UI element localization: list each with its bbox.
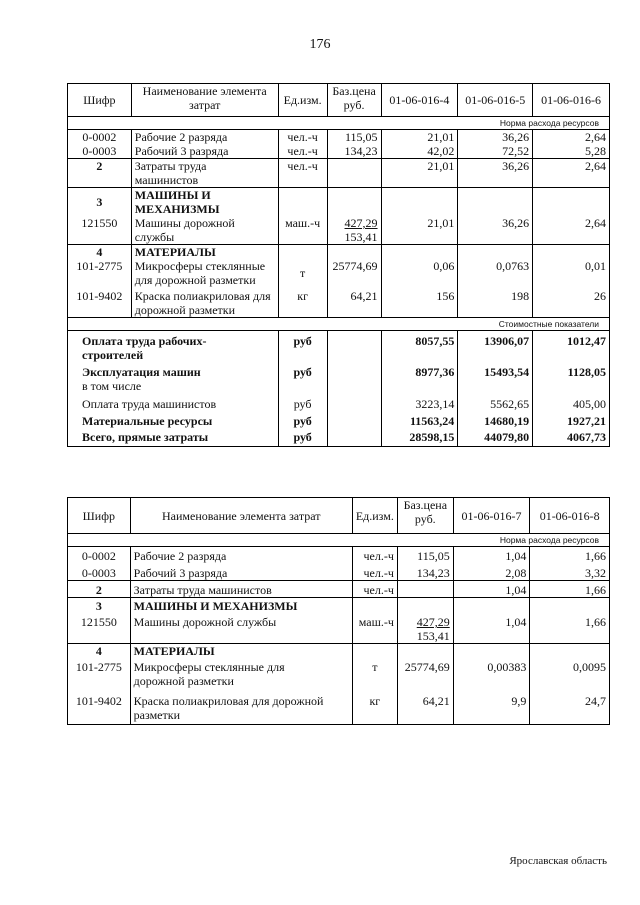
row-code: 121550	[68, 613, 131, 644]
table-row	[68, 159, 610, 188]
cost-value-b: 44079,80	[458, 428, 533, 447]
table-row	[68, 245, 610, 260]
cost-value-c: 4067,73	[533, 428, 610, 447]
row-name: Рабочие 2 разряда	[130, 547, 352, 564]
row-code: 2	[68, 159, 132, 188]
header-col-a: 01-06-016-7	[453, 498, 530, 534]
table-row	[68, 331, 610, 363]
row-value-a: 21,01	[381, 216, 458, 245]
row-price: 25774,69	[397, 658, 453, 688]
row-name: Машины дорожной службы	[130, 613, 352, 644]
row-value-a: 1,04	[453, 613, 530, 644]
cost-value-a: 28598,15	[381, 428, 458, 447]
table-row	[68, 259, 610, 287]
row-value-b: 1,66	[530, 581, 610, 598]
row-value-b: 1,66	[530, 613, 610, 644]
cost-label-row	[68, 318, 610, 331]
row-value-c: 5,28	[533, 144, 610, 159]
cost-value-a: 8977,36	[381, 362, 458, 393]
cost-name: Оплата труда машинистов	[68, 393, 279, 411]
row-code: 3	[68, 598, 131, 614]
cost-value-b: 5562,65	[458, 393, 533, 411]
row-code: 4	[68, 245, 132, 260]
row-name: Краска полиакриловая для дорожной разметки	[130, 688, 352, 725]
row-value-a: 0,00383	[453, 658, 530, 688]
cost-unit: руб	[278, 411, 327, 428]
table-row	[68, 144, 610, 159]
header-unit: Ед.изм.	[278, 84, 327, 117]
resource-table-2	[67, 497, 610, 725]
table-row	[68, 547, 610, 564]
row-code: 0-0002	[68, 130, 132, 145]
row-code: 0-0003	[68, 144, 132, 159]
cost-unit: руб	[278, 428, 327, 447]
cost-value-b: 13906,07	[458, 331, 533, 363]
header-code: Шифр	[68, 84, 132, 117]
footer-region: Ярославская область	[509, 855, 607, 867]
table-row	[68, 613, 610, 644]
row-value-c: 2,64	[533, 216, 610, 245]
row-code: 3	[68, 188, 132, 217]
row-value-a: 1,04	[453, 547, 530, 564]
row-unit: т	[278, 259, 327, 287]
row-name: Рабочие 2 разряда	[131, 130, 278, 145]
table-row	[68, 598, 610, 614]
header-price: Баз.цена руб.	[397, 498, 453, 534]
row-unit: чел.-ч	[278, 159, 327, 188]
row-unit: кг	[278, 287, 327, 318]
cost-unit: руб	[278, 331, 327, 363]
row-value-a: 156	[381, 287, 458, 318]
table-header-row	[68, 498, 610, 534]
norm-label-row	[68, 117, 610, 130]
header-col-b: 01-06-016-8	[530, 498, 610, 534]
row-value-b: 36,26	[458, 159, 533, 188]
table-row	[68, 188, 610, 217]
table-row	[68, 581, 610, 598]
row-value-a: 1,04	[453, 581, 530, 598]
row-name: МАШИНЫ И МЕХАНИЗМЫ	[131, 188, 278, 217]
row-name: Затраты труда машинистов	[131, 159, 278, 188]
header-code: Шифр	[68, 498, 131, 534]
row-code: 101-2775	[68, 259, 132, 287]
row-value-a: 0,06	[381, 259, 458, 287]
row-code: 0-0002	[68, 547, 131, 564]
norm-label: Норма расхода ресурсов	[68, 117, 610, 130]
row-price: 115,05	[397, 547, 453, 564]
row-value-a: 21,01	[381, 159, 458, 188]
table-row	[68, 411, 610, 428]
row-code: 101-9402	[68, 688, 131, 725]
row-price: 64,21	[327, 287, 381, 318]
cost-label: Стоимостные показатели	[68, 318, 610, 331]
table-row	[68, 644, 610, 659]
cost-value-c: 1927,21	[533, 411, 610, 428]
cost-value-c: 1012,47	[533, 331, 610, 363]
header-col-c: 01-06-016-6	[533, 84, 610, 117]
row-name: МАШИНЫ И МЕХАНИЗМЫ	[130, 598, 352, 614]
row-unit: чел.-ч	[352, 581, 397, 598]
header-price: Баз.цена руб.	[327, 84, 381, 117]
row-unit: т	[352, 658, 397, 688]
row-name: МАТЕРИАЛЫ	[130, 644, 352, 659]
header-name: Наименование элемента затрат	[131, 84, 278, 117]
cost-unit: руб	[278, 362, 327, 393]
cost-value-c: 405,00	[533, 393, 610, 411]
row-value-b: 24,7	[530, 688, 610, 725]
header-name: Наименование элемента затрат	[130, 498, 352, 534]
row-value-a: 2,08	[453, 563, 530, 581]
row-code: 101-2775	[68, 658, 131, 688]
row-unit: чел.-ч	[278, 130, 327, 145]
row-name: Краска полиакриловая для дорожной разметки	[131, 287, 278, 318]
norm-label: Норма расхода ресурсов	[68, 534, 610, 547]
row-unit: чел.-ч	[352, 547, 397, 564]
row-value-a: 42,02	[381, 144, 458, 159]
row-value-a: 9,9	[453, 688, 530, 725]
row-price: 427,29 153,41	[397, 613, 453, 644]
row-price: 134,23	[397, 563, 453, 581]
row-value-b: 72,52	[458, 144, 533, 159]
row-code: 101-9402	[68, 287, 132, 318]
row-code: 2	[68, 581, 131, 598]
table-row	[68, 563, 610, 581]
row-value-c: 2,64	[533, 159, 610, 188]
row-value-c: 2,64	[533, 130, 610, 145]
row-value-b: 0,0763	[458, 259, 533, 287]
row-unit: чел.-ч	[352, 563, 397, 581]
row-name: Рабочий 3 разряда	[131, 144, 278, 159]
row-price: 115,05	[327, 130, 381, 145]
table-row	[68, 130, 610, 145]
cost-name: Оплата труда рабочих- строителей	[68, 331, 279, 363]
row-value-c: 0,01	[533, 259, 610, 287]
row-code: 121550	[68, 216, 132, 245]
table-row	[68, 216, 610, 245]
row-price: 134,23	[327, 144, 381, 159]
row-name: Рабочий 3 разряда	[130, 563, 352, 581]
cost-name: Материальные ресурсы	[68, 411, 279, 428]
row-unit: маш.-ч	[352, 613, 397, 644]
row-value-a: 21,01	[381, 130, 458, 145]
row-code: 0-0003	[68, 563, 131, 581]
row-price: 64,21	[397, 688, 453, 725]
header-col-b: 01-06-016-5	[458, 84, 533, 117]
cost-value-b: 14680,19	[458, 411, 533, 428]
row-value-b: 1,66	[530, 547, 610, 564]
table-header-row	[68, 84, 610, 117]
row-name: Затраты труда машинистов	[130, 581, 352, 598]
cost-value-b: 15493,54	[458, 362, 533, 393]
cost-value-a: 3223,14	[381, 393, 458, 411]
table-row	[68, 428, 610, 447]
row-unit: чел.-ч	[278, 144, 327, 159]
table-row	[68, 658, 610, 688]
table-row	[68, 688, 610, 725]
header-col-a: 01-06-016-4	[381, 84, 458, 117]
row-value-b: 36,26	[458, 216, 533, 245]
row-value-b: 198	[458, 287, 533, 318]
row-value-b: 3,32	[530, 563, 610, 581]
row-price	[327, 159, 381, 188]
norm-label-row	[68, 534, 610, 547]
row-value-b: 0,0095	[530, 658, 610, 688]
header-unit: Ед.изм.	[352, 498, 397, 534]
row-name: Микросферы стеклянные для дорожной разметки	[130, 658, 352, 688]
table-row	[68, 287, 610, 318]
row-name: Машины дорожной службы	[131, 216, 278, 245]
row-price: 25774,69	[327, 259, 381, 287]
row-value-b: 36,26	[458, 130, 533, 145]
row-unit: маш.-ч	[278, 216, 327, 245]
table-row	[68, 362, 610, 393]
cost-value-a: 11563,24	[381, 411, 458, 428]
table-row	[68, 393, 610, 411]
row-value-c: 26	[533, 287, 610, 318]
row-name: Микросферы стеклянные для дорожной разметки	[131, 259, 278, 287]
row-price: 427,29 153,41	[327, 216, 381, 245]
row-code: 4	[68, 644, 131, 659]
cost-value-a: 8057,55	[381, 331, 458, 363]
page-number: 176	[309, 37, 331, 52]
row-name: МАТЕРИАЛЫ	[131, 245, 278, 260]
resource-table-1	[67, 83, 610, 447]
row-unit: кг	[352, 688, 397, 725]
cost-name: Всего, прямые затраты	[68, 428, 279, 447]
cost-name: Эксплуатация машин в том числе	[68, 362, 279, 393]
cost-value-c: 1128,05	[533, 362, 610, 393]
cost-unit: руб	[278, 393, 327, 411]
